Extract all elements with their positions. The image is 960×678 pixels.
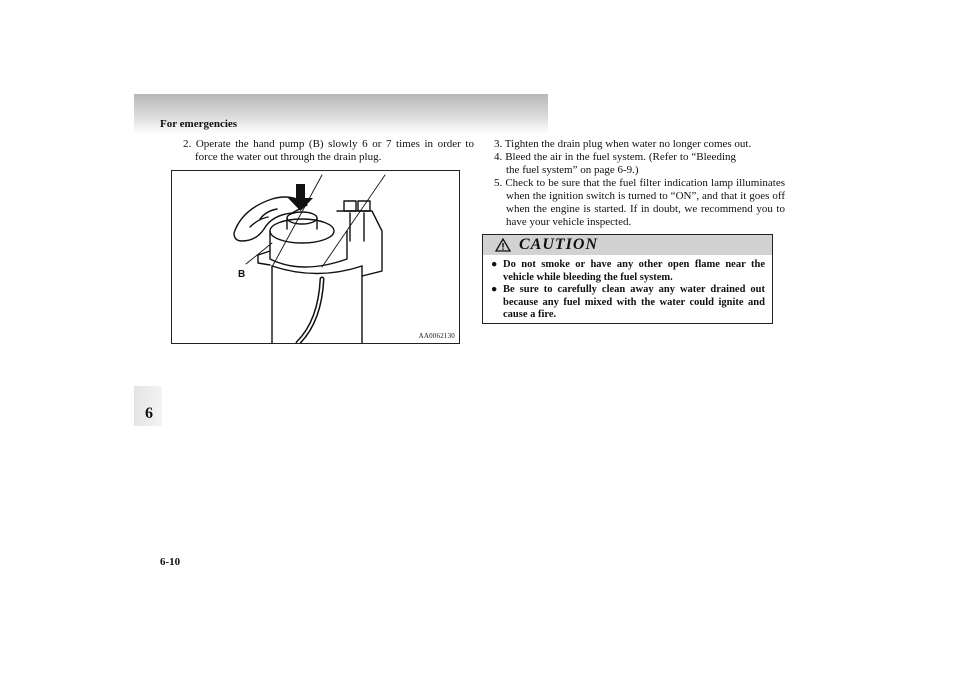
warning-triangle-icon — [495, 238, 511, 252]
caution-title: CAUTION — [519, 236, 599, 253]
step-3: 3. Tighten the drain plug when water no longer comes out. — [494, 138, 752, 150]
chapter-number: 6 — [145, 405, 153, 422]
caution-item — [491, 259, 765, 284]
hand-pump-figure — [171, 170, 460, 344]
bullet-icon: ● — [491, 284, 498, 295]
step-4: 4. Bleed the air in the fuel system. (Refer to “Bleeding the fuel system” on page 6-9.) — [494, 151, 736, 176]
bullet-icon: ● — [491, 259, 498, 270]
page-number: 6-10 — [160, 556, 181, 568]
section-title: For emergencies — [160, 118, 238, 130]
caution-box — [482, 234, 773, 324]
fuel-filter-illustration — [172, 171, 459, 343]
figure-callout-b: B — [238, 269, 246, 280]
caution-header — [483, 235, 772, 255]
caution-item-text: Be sure to carefully clean away any water drained out because any fuel mixed with the water could ignite and cause a fire. — [503, 284, 765, 320]
figure-code: AA0062130 — [418, 332, 455, 340]
caution-item-text: Do not smoke or have any other open flame near the vehicle while bleeding the fuel system. — [503, 259, 765, 283]
step-5: 5. Check to be sure that the fuel filter indication lamp illuminates when the ignition switch is turned to “ON”, and that it goes off when the engine is started. If in doubt, we recommend you to have your vehicle inspected. — [494, 177, 785, 228]
step-2: 2. Operate the hand pump (B) slowly 6 or 7 times in order to force the water out through the drain plug. — [183, 138, 474, 163]
caution-item — [491, 284, 765, 322]
